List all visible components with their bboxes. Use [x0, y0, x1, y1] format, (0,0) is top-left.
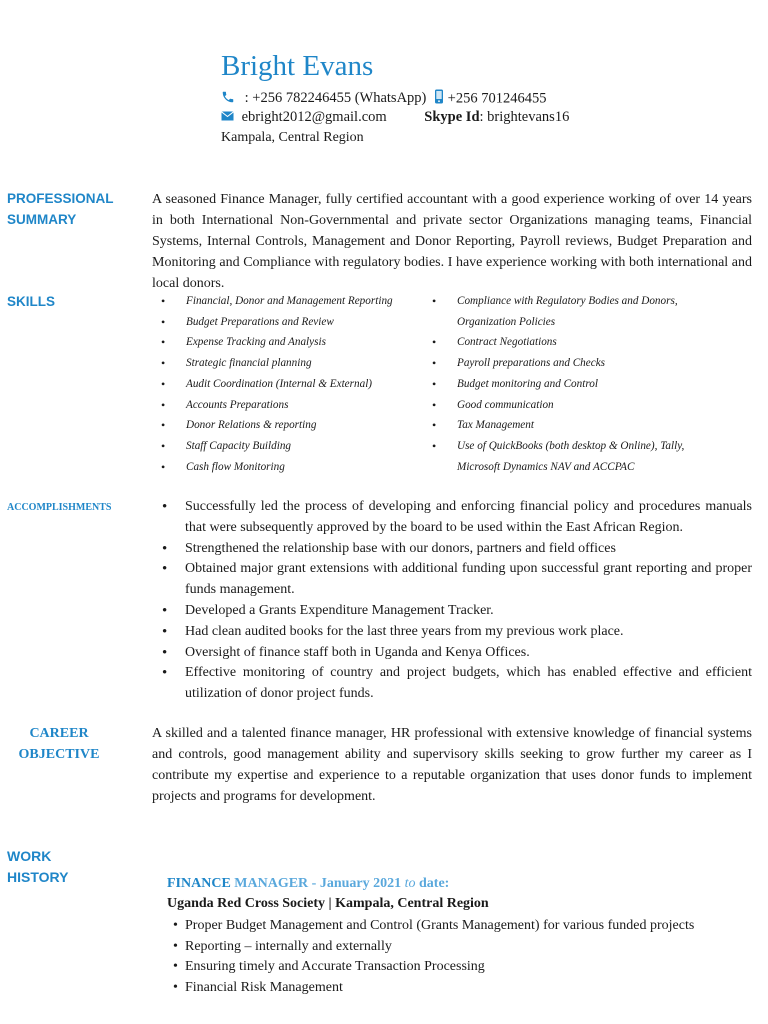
heading-line: SUMMARY: [7, 212, 77, 227]
duties-list: [185, 916, 694, 999]
skills-list-right: [457, 291, 747, 477]
mobile-number: +256 701246455: [447, 90, 547, 107]
career-objective-heading: [7, 723, 111, 765]
list-item: • Contract Negotiations: [457, 332, 747, 353]
work-history-heading: [7, 846, 68, 888]
list-item: • Tax Management: [457, 415, 747, 436]
skills-list-left: [186, 291, 431, 477]
skype-label: Skype Id: [424, 109, 480, 125]
list-item: • Accounts Preparations: [186, 395, 431, 416]
list-item: • Strategic financial planning: [186, 353, 431, 374]
job-title-part: to: [404, 876, 416, 891]
list-item: • Expense Tracking and Analysis: [186, 332, 431, 353]
list-item: • Financial, Donor and Management Reporting: [186, 291, 431, 312]
job-title-part: FINANCE: [167, 876, 231, 891]
heading-line: OBJECTIVE: [18, 747, 100, 762]
list-item: • Budget monitoring and Control: [457, 374, 747, 395]
mobile-phone-icon: [434, 89, 444, 109]
list-item: • Ensuring timely and Accurate Transaction Processing: [185, 957, 694, 978]
phone-number: : +256 782246455 (WhatsApp): [244, 90, 427, 107]
list-item: • Financial Risk Management: [185, 978, 694, 999]
heading-line: HISTORY: [7, 869, 69, 885]
job-title-part: MANAGER - January 2021: [230, 876, 405, 891]
list-item: • Audit Coordination (Internal & External): [186, 374, 431, 395]
list-item: • Oversight of finance staff both in Uganda and Kenya Offices.: [185, 643, 752, 664]
objective-text: A skilled and a talented finance manager, HR professional with extensive knowledge of financial systems and controls, good management ability and supervisory skills seeking to grow further my career as I contribute my expertise and experience to a reputable organization that uses donor funds to implement projects and programs for development.: [152, 726, 752, 804]
candidate-name: Bright Evans: [221, 50, 374, 82]
location: Kampala, Central Region: [221, 130, 364, 145]
list-item: • Effective monitoring of country and project budgets, which has enabled effective and efficient utilization of donor project funds.: [185, 663, 752, 705]
contact-phone-line: [221, 89, 546, 109]
heading-line: CAREER: [29, 726, 89, 741]
list-item: • Good communication: [457, 395, 747, 416]
professional-summary-heading: [7, 188, 114, 230]
contact-email-line: [221, 109, 569, 126]
list-item: • Obtained major grant extensions with additional funding upon successful grant reporting and proper funds management.: [185, 559, 752, 601]
list-item: • Staff Capacity Building: [186, 436, 431, 457]
list-item: • Developed a Grants Expenditure Management Tracker.: [185, 601, 752, 622]
list-item: • Proper Budget Management and Control (Grants Management) for various funded projects: [185, 916, 694, 937]
phone-icon: [221, 90, 235, 109]
summary-text: A seasoned Finance Manager, fully certified accountant with a good experience working of over 14 years in both International Non-Governmental and private sector Organizations managing teams, Financial Systems, Internal Controls, Management and Donor Reporting, Payroll reviews, Budget Preparation and Monitoring and Compliance with regulatory bodies. I have experience working with both international and local donors.: [152, 192, 752, 291]
list-item: • Budget Preparations and Review: [186, 312, 431, 333]
list-item: • Compliance with Regulatory Bodies and Donors, Organization Policies: [457, 291, 717, 332]
list-item: • Had clean audited books for the last three years from my previous work place.: [185, 622, 752, 643]
skills-heading: SKILLS: [7, 294, 56, 309]
heading-line: PROFESSIONAL: [7, 191, 114, 206]
job-organization: Uganda Red Cross Society | Kampala, Central Region: [167, 896, 489, 911]
list-item: • Use of QuickBooks (both desktop & Online), Tally, Microsoft Dynamics NAV and ACCPAC: [457, 436, 727, 477]
job-title-part: date:: [415, 876, 450, 891]
list-item: • Donor Relations & reporting: [186, 415, 431, 436]
accomplishments-list: [185, 497, 752, 705]
heading-line: WORK: [7, 848, 52, 864]
job-title: [167, 876, 449, 892]
list-item: • Payroll preparations and Checks: [457, 353, 747, 374]
list-item: • Successfully led the process of developing and enforcing financial policy and procedures manuals that were subsequently approved by the board to be used within the East African Region.: [185, 497, 752, 539]
skype-id: : brightevans16: [479, 109, 570, 125]
email-address: ebright2012@gmail.com: [241, 109, 387, 125]
envelope-icon: [221, 109, 234, 126]
list-item: • Reporting – internally and externally: [185, 937, 694, 958]
list-item: • Strengthened the relationship base with our donors, partners and field offices: [185, 539, 752, 560]
list-item: • Cash flow Monitoring: [186, 457, 431, 478]
accomplishments-heading: ACCOMPLISHMENTS: [7, 502, 112, 513]
